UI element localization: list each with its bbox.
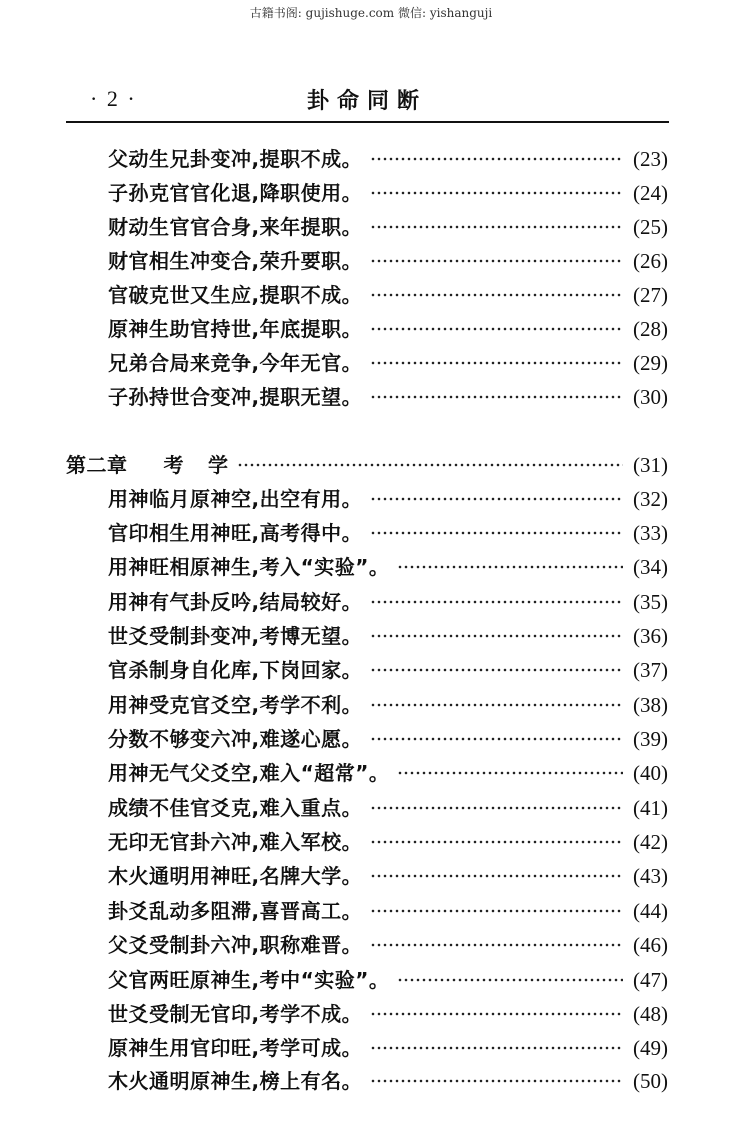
toc-entry[interactable] xyxy=(108,793,668,823)
toc-entry-title: 父动生兄卦变冲,提职不成。 xyxy=(108,147,363,171)
dot-leader xyxy=(370,1046,623,1050)
toc-entry[interactable] xyxy=(108,1033,668,1063)
toc-entry[interactable] xyxy=(108,518,668,548)
dot-leader xyxy=(370,943,623,947)
toc-entry-title: 世爻受制无官印,考学不成。 xyxy=(108,1002,363,1026)
toc-entry-page: (47) xyxy=(633,968,668,992)
toc-entry-page: (24) xyxy=(633,181,668,205)
toc-entry-page: (25) xyxy=(633,215,668,239)
page-number: · 2 · xyxy=(90,86,137,111)
toc-entry[interactable] xyxy=(108,587,668,617)
toc-entry-title: 子孙克官官化退,降职使用。 xyxy=(108,181,363,205)
toc-entry-page: (27) xyxy=(633,283,668,307)
toc-entry-title: 官杀制身自化库,下岗回家。 xyxy=(108,658,363,682)
toc-entry-title: 用神旺相原神生,考入“实验”。 xyxy=(108,555,390,579)
toc-entry[interactable] xyxy=(108,382,668,412)
dot-leader xyxy=(370,395,623,399)
toc-entry-page: (38) xyxy=(633,693,668,717)
chapter-title xyxy=(66,450,229,480)
dot-leader xyxy=(370,327,623,331)
toc-entry-page: (50) xyxy=(633,1069,668,1093)
dot-leader xyxy=(370,600,623,604)
dot-leader xyxy=(370,668,623,672)
toc-entry-page: (41) xyxy=(633,796,668,820)
dot-leader xyxy=(370,874,623,878)
toc-entry-page: (42) xyxy=(633,830,668,854)
toc-entry[interactable] xyxy=(108,484,668,514)
toc-entry-page: (43) xyxy=(633,864,668,888)
dot-leader xyxy=(370,703,623,707)
toc-entry-title: 兄弟合局来竞争,今年无官。 xyxy=(108,351,363,375)
dot-leader xyxy=(370,806,623,810)
toc-entry-page: (23) xyxy=(633,147,668,171)
toc-entry-title: 财动生官官合身,来年提职。 xyxy=(108,215,363,239)
toc-entry[interactable] xyxy=(108,280,668,310)
toc-entry-page: (32) xyxy=(633,487,668,511)
toc-entry-page: (48) xyxy=(633,1002,668,1026)
toc-entry[interactable] xyxy=(108,621,668,651)
toc-chapter-heading[interactable] xyxy=(66,450,668,480)
toc-entry-title: 父爻受制卦六冲,职称难晋。 xyxy=(108,933,363,957)
toc-entry-title: 子孙持世合变冲,提职无望。 xyxy=(108,385,363,409)
header-rule xyxy=(66,121,669,123)
dot-leader xyxy=(370,225,623,229)
dot-leader xyxy=(370,634,623,638)
toc-entry-page: (44) xyxy=(633,899,668,923)
toc-entry[interactable] xyxy=(108,758,668,788)
chapter-page: (31) xyxy=(633,453,668,477)
toc-entry-title: 木火通明用神旺,名牌大学。 xyxy=(108,864,363,888)
toc-entry[interactable] xyxy=(108,999,668,1029)
toc-entry[interactable] xyxy=(108,348,668,378)
toc-entry-title: 成绩不佳官爻克,难入重点。 xyxy=(108,796,363,820)
toc-entry[interactable] xyxy=(108,827,668,857)
toc-entry-title: 用神受克官爻空,考学不利。 xyxy=(108,693,363,717)
chapter-label: 第二章 xyxy=(66,453,128,477)
dot-leader xyxy=(370,737,623,741)
toc-entry-title: 木火通明原神生,榜上有名。 xyxy=(108,1069,363,1093)
toc-entry-page: (39) xyxy=(633,727,668,751)
dot-leader xyxy=(370,840,623,844)
page-header xyxy=(66,86,668,116)
toc-entry[interactable] xyxy=(108,896,668,926)
dot-leader xyxy=(397,978,623,982)
toc-entry[interactable] xyxy=(108,178,668,208)
toc-entry-title: 用神无气父爻空,难入“超常”。 xyxy=(108,761,390,785)
toc-entry[interactable] xyxy=(108,655,668,685)
toc-entry-page: (36) xyxy=(633,624,668,648)
dot-leader xyxy=(370,157,623,161)
toc-entry[interactable] xyxy=(108,144,668,174)
toc-entry-page: (40) xyxy=(633,761,668,785)
toc-entry-page: (49) xyxy=(633,1036,668,1060)
toc-entry-title: 官破克世又生应,提职不成。 xyxy=(108,283,363,307)
toc-entry[interactable] xyxy=(108,861,668,891)
dot-leader xyxy=(370,1079,623,1083)
dot-leader xyxy=(370,1012,623,1016)
toc-entry-page: (33) xyxy=(633,521,668,545)
toc-entry-title: 父官两旺原神生,考中“实验”。 xyxy=(108,968,390,992)
toc-entry-page: (35) xyxy=(633,590,668,614)
toc-entry[interactable] xyxy=(108,1066,668,1096)
toc-entry-title: 用神有气卦反吟,结局较好。 xyxy=(108,590,363,614)
toc-entry[interactable] xyxy=(108,212,668,242)
toc-entry-title: 无印无官卦六冲,难入军校。 xyxy=(108,830,363,854)
toc-entry[interactable] xyxy=(108,724,668,754)
dot-leader xyxy=(370,497,623,501)
dot-leader xyxy=(370,909,623,913)
toc-entry-page: (37) xyxy=(633,658,668,682)
chapter-title-part: 学 xyxy=(208,453,229,477)
toc-entry[interactable] xyxy=(108,965,668,995)
dot-leader xyxy=(237,463,624,467)
toc-entry-title: 分数不够变六冲,难遂心愿。 xyxy=(108,727,363,751)
dot-leader xyxy=(370,531,623,535)
toc-entry-page: (46) xyxy=(633,933,668,957)
dot-leader xyxy=(397,565,623,569)
toc-entry-title: 原神生助官持世,年底提职。 xyxy=(108,317,363,341)
toc-entry-page: (26) xyxy=(633,249,668,273)
toc-entry[interactable] xyxy=(108,246,668,276)
page-title: 卦命同断 xyxy=(306,89,427,114)
chapter-title-part: 考 xyxy=(163,453,184,477)
toc-entry-title: 卦爻乱动多阻滞,喜晋高工。 xyxy=(108,899,363,923)
toc-entry-title: 财官相生冲变合,荣升要职。 xyxy=(108,249,363,273)
toc-entry-page: (34) xyxy=(633,555,668,579)
toc-entry-page: (30) xyxy=(633,385,668,409)
dot-leader xyxy=(370,361,623,365)
dot-leader xyxy=(370,191,623,195)
dot-leader xyxy=(370,293,623,297)
dot-leader xyxy=(370,259,623,263)
toc-entry-title: 用神临月原神空,出空有用。 xyxy=(108,487,363,511)
toc-entry[interactable] xyxy=(108,690,668,720)
watermark: 古籍书阁: gujishuge.com 微信: yishanguji xyxy=(249,6,493,20)
toc-entry-title: 官印相生用神旺,高考得中。 xyxy=(108,521,363,545)
toc-entry[interactable] xyxy=(108,552,668,582)
toc-entry[interactable] xyxy=(108,930,668,960)
toc-entry-page: (28) xyxy=(633,317,668,341)
toc-entry[interactable] xyxy=(108,314,668,344)
toc-entry-title: 原神生用官印旺,考学可成。 xyxy=(108,1036,363,1060)
toc-entry-page: (29) xyxy=(633,351,668,375)
dot-leader xyxy=(397,771,623,775)
toc-entry-title: 世爻受制卦变冲,考博无望。 xyxy=(108,624,363,648)
